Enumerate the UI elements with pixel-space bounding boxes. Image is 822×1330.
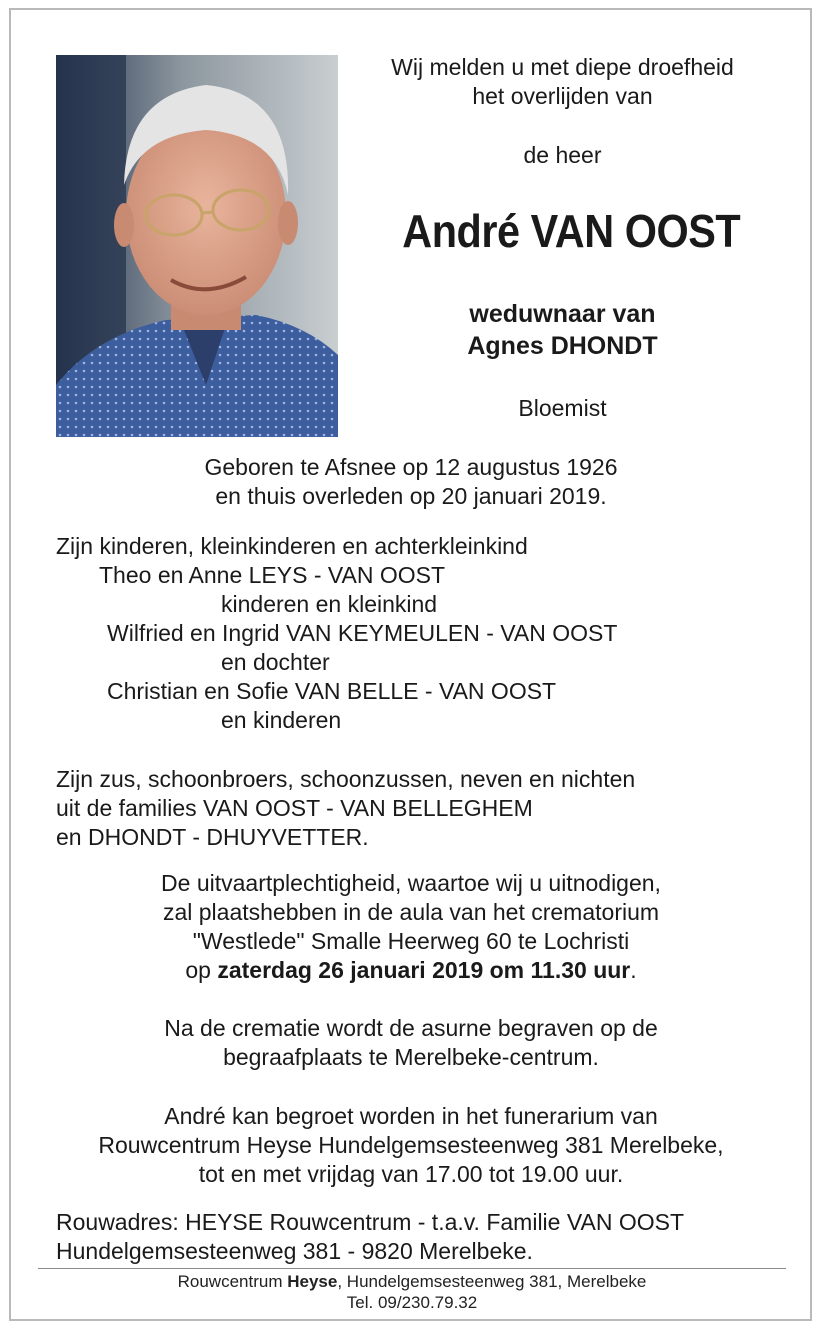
family-line: en DHONDT - DHUYVETTER. bbox=[56, 824, 369, 850]
burial-line: Na de crematie wordt de asurne begraven op de bbox=[164, 1015, 658, 1041]
child-line: kinderen en kleinkind bbox=[221, 591, 438, 617]
child-line: en kinderen bbox=[221, 707, 342, 733]
burial-line: begraafplaats te Merelbeke-centrum. bbox=[223, 1044, 599, 1070]
burial-block bbox=[30, 1014, 792, 1072]
ceremony-date: zaterdag 26 januari 2019 om 11.30 uur bbox=[217, 957, 631, 983]
family-line: Zijn zus, schoonbroers, schoonzussen, neven en nichten bbox=[56, 766, 636, 792]
salutation: de heer bbox=[523, 142, 602, 168]
mourning-address bbox=[56, 1208, 796, 1266]
visitation-line: André kan begroet worden in het funerarium van bbox=[164, 1103, 658, 1129]
profession: Bloemist bbox=[518, 395, 607, 421]
visitation-line: Rouwcentrum Heyse Hundelgemsesteenweg 381 Merelbeke, bbox=[98, 1132, 724, 1158]
ceremony-date-line bbox=[30, 956, 792, 985]
footer-divider bbox=[38, 1268, 786, 1269]
ceremony-block bbox=[30, 869, 792, 985]
date-line: en thuis overleden op 20 januari 2019. bbox=[215, 483, 607, 509]
birth-death-dates bbox=[40, 453, 782, 511]
deceased-name: André VAN OOST bbox=[402, 205, 741, 257]
child-line: Theo en Anne LEYS - VAN OOST bbox=[99, 562, 446, 588]
spouse-line: weduwnaar van bbox=[469, 300, 656, 328]
family-block bbox=[56, 765, 796, 852]
ceremony-date-suffix: . bbox=[630, 957, 637, 983]
date-line: Geboren te Afsnee op 12 augustus 1926 bbox=[204, 454, 618, 480]
visitation-line: tot en met vrijdag van 17.00 tot 19.00 uur. bbox=[198, 1161, 624, 1187]
spouse-name: Agnes DHONDT bbox=[467, 332, 658, 360]
ceremony-date-prefix: op bbox=[185, 957, 218, 983]
funeral-home-line bbox=[38, 1271, 786, 1292]
footer bbox=[38, 1271, 786, 1313]
ceremony-line: De uitvaartplechtigheid, waartoe wij u uitnodigen, bbox=[161, 870, 661, 896]
children-heading: Zijn kinderen, kleinkinderen en achterkleinkind bbox=[56, 533, 528, 559]
address-line: Rouwadres: HEYSE Rouwcentrum - t.a.v. Familie VAN OOST bbox=[56, 1209, 684, 1235]
ceremony-line: "Westlede" Smalle Heerweg 60 te Lochristi bbox=[192, 928, 630, 954]
footer-pre: Rouwcentrum bbox=[177, 1272, 288, 1291]
visitation-block bbox=[30, 1102, 792, 1189]
child-line: Christian en Sofie VAN BELLE - VAN OOST bbox=[107, 678, 557, 704]
ceremony-line: zal plaatshebben in de aula van het crematorium bbox=[162, 899, 660, 925]
footer-post: , Hundelgemsesteenweg 381, Merelbeke bbox=[337, 1272, 647, 1291]
phone-number: Tel. 09/230.79.32 bbox=[346, 1293, 478, 1312]
intro-line: het overlijden van bbox=[472, 83, 653, 109]
funeral-home-brand: Heyse bbox=[287, 1272, 338, 1291]
child-line: Wilfried en Ingrid VAN KEYMEULEN - VAN OOST bbox=[107, 620, 618, 646]
child-line: en dochter bbox=[221, 649, 330, 675]
intro-line: Wij melden u met diepe droefheid bbox=[391, 54, 734, 80]
spouse-block bbox=[350, 298, 775, 362]
children-block bbox=[56, 532, 796, 735]
announcement-intro bbox=[350, 53, 775, 111]
family-line: uit de families VAN OOST - VAN BELLEGHEM bbox=[56, 795, 533, 821]
address-line: Hundelgemsesteenweg 381 - 9820 Merelbeke. bbox=[56, 1238, 533, 1264]
portrait-photo bbox=[56, 55, 338, 437]
